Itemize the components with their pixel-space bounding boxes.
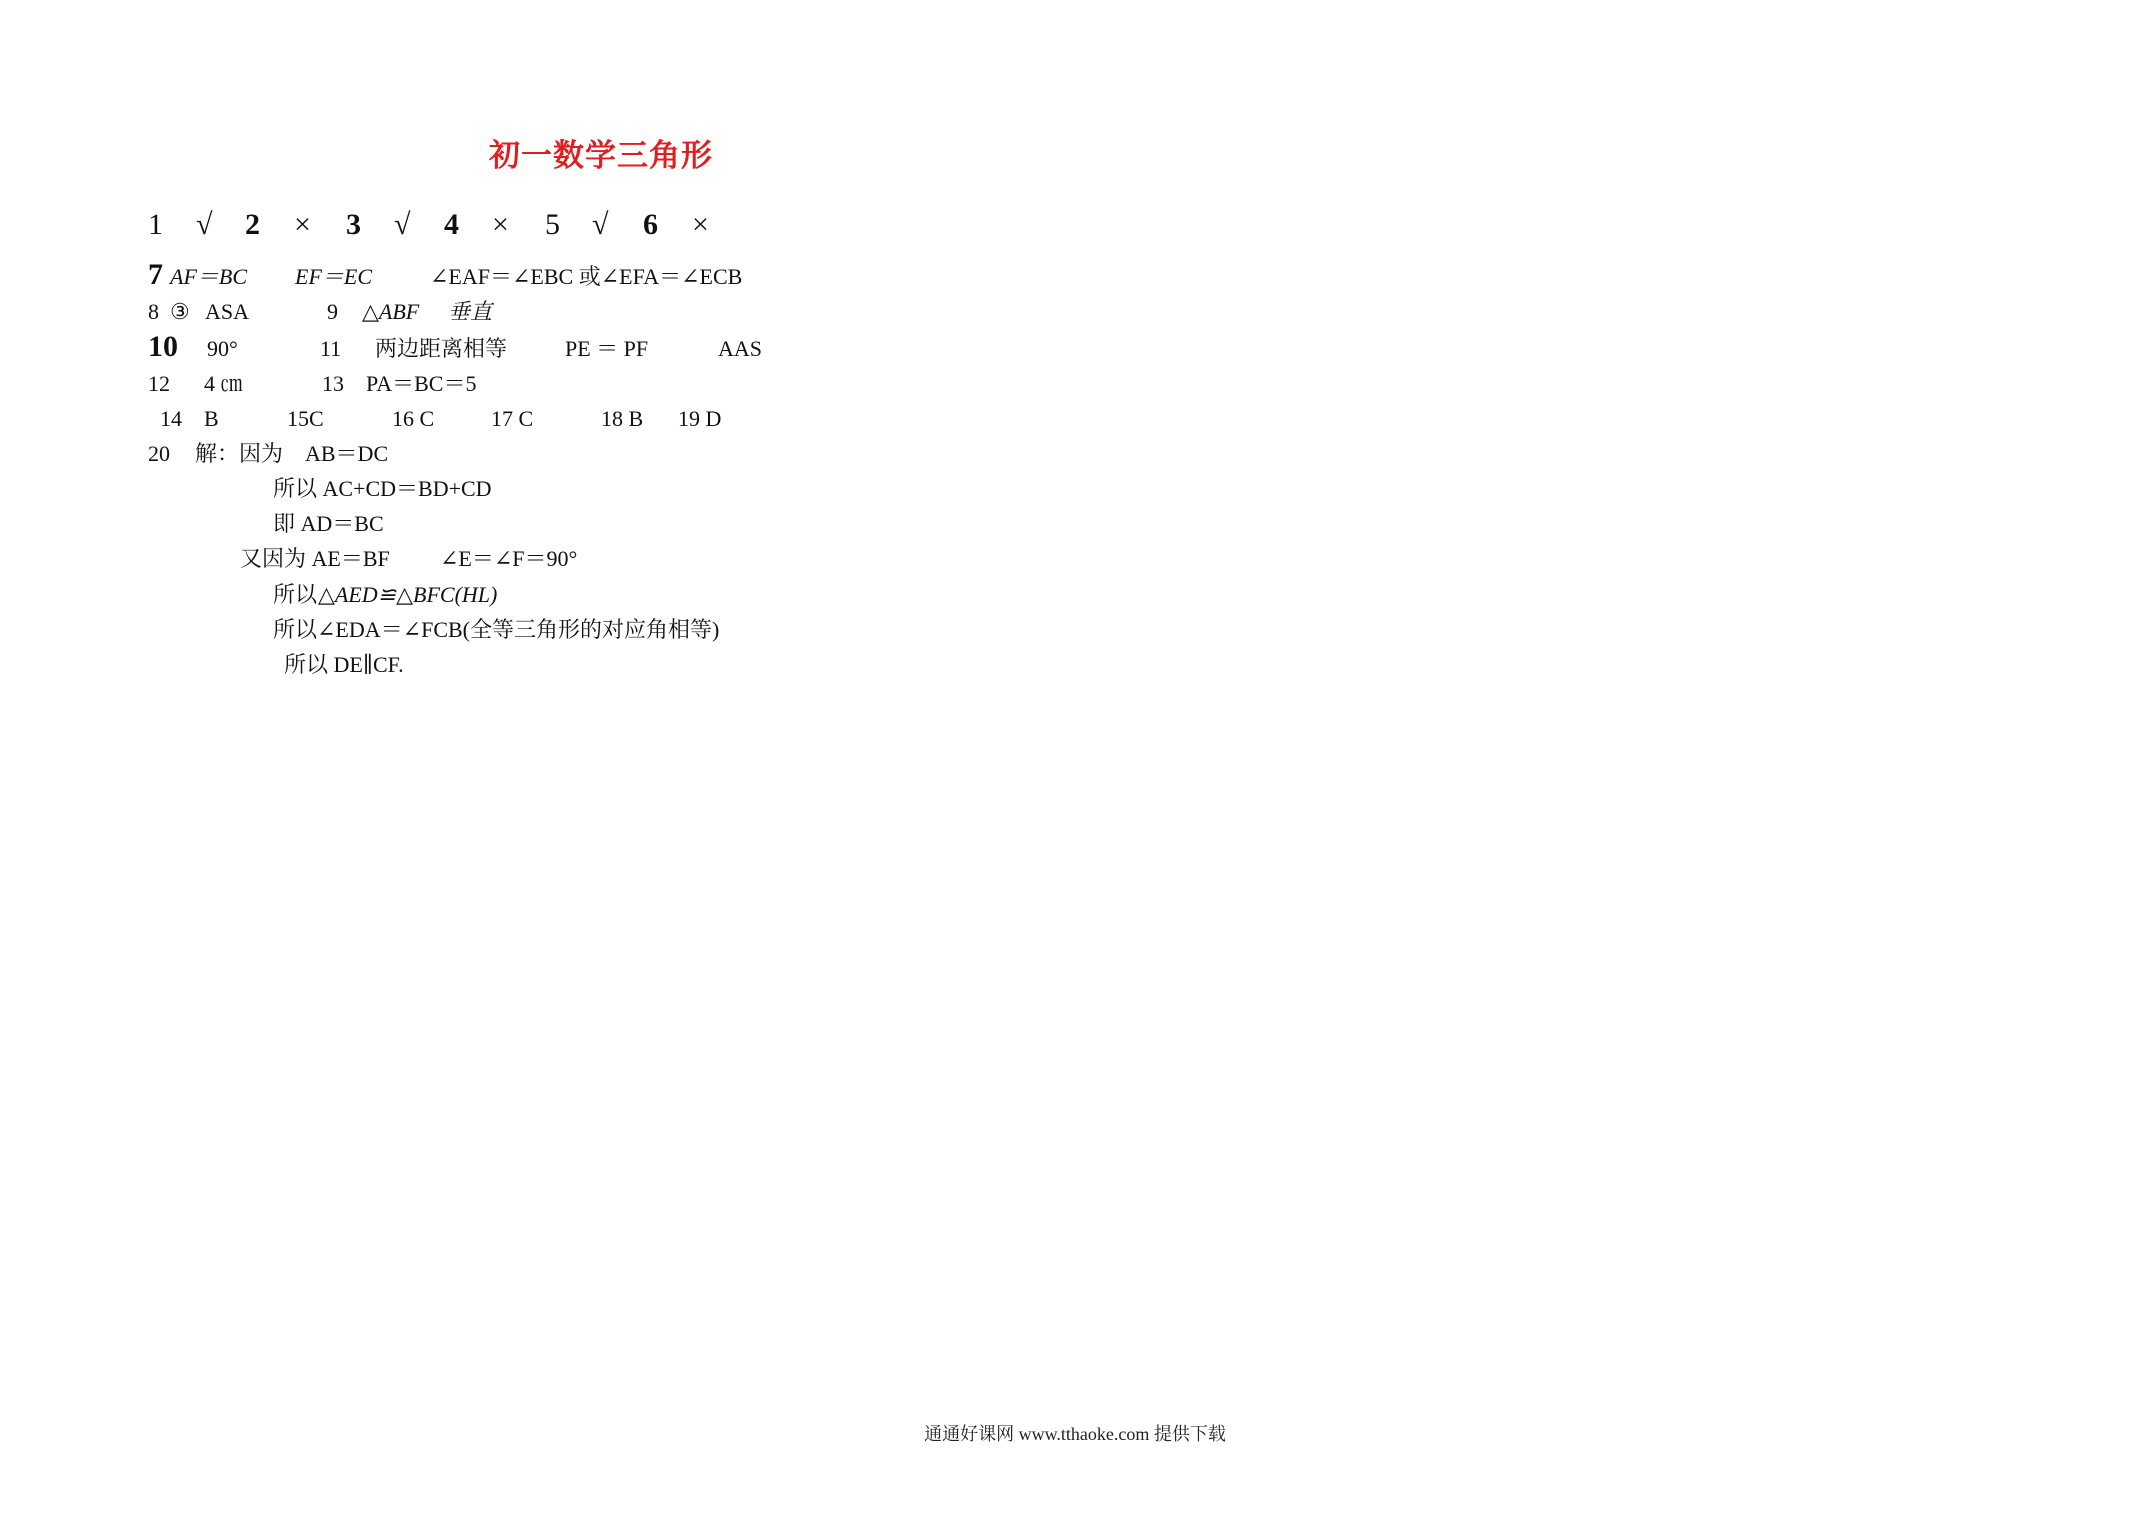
answer-2-mark: × xyxy=(294,208,311,241)
answer-5-num: 5 xyxy=(545,208,560,241)
answer-4-mark: × xyxy=(492,208,509,241)
q20-number: 20 xyxy=(148,441,170,466)
q9-answer-b: 垂直 xyxy=(448,299,493,324)
proof-text-6: 所以∠EDA＝∠FCB(全等三角形的对应角相等) xyxy=(273,617,720,642)
proof-text-5b: △AED≌△BFC(HL) xyxy=(318,582,498,607)
page-title: 初一数学三角形 xyxy=(489,138,713,173)
q17-answer: 17 C xyxy=(491,406,534,431)
q16-answer: 16 C xyxy=(392,406,435,431)
q19-answer: 19 D xyxy=(678,406,722,431)
answer-2-num: 2 xyxy=(245,208,260,241)
proof-text-1: 解：因为 AB＝DC xyxy=(195,441,389,466)
answer-3-mark: √ xyxy=(394,208,411,241)
answer-6-mark: × xyxy=(692,208,709,241)
footer-source: 通通好课网 www.tthaoke.com 提供下载 xyxy=(924,1424,1226,1444)
q10-answer: 90° xyxy=(207,336,238,361)
q8-answer-b: ASA xyxy=(205,299,250,324)
q8-answer-a: ③ xyxy=(170,299,190,324)
q14-number: 14 xyxy=(160,406,182,431)
proof-text-5a: 所以 xyxy=(273,582,318,607)
q11-answer-b: PE ＝ PF xyxy=(565,336,649,361)
q14-answer: B xyxy=(204,406,219,431)
q10-number: 10 xyxy=(148,330,178,363)
q9-answer-a: △ABF xyxy=(362,299,420,324)
q7-number: 7 xyxy=(148,258,163,291)
answer-3-num: 3 xyxy=(346,208,361,241)
q9-number: 9 xyxy=(327,299,338,324)
q18-answer: 18 B xyxy=(601,406,644,431)
q12-number: 12 xyxy=(148,371,170,396)
q12-answer: 4 ㎝ xyxy=(204,371,243,396)
q11-answer-c: AAS xyxy=(718,336,763,361)
answer-1-mark: √ xyxy=(196,208,213,241)
answer-1-num: 1 xyxy=(148,208,163,241)
q7-answer-c: ∠EAF＝∠EBC 或∠EFA＝∠ECB xyxy=(430,264,743,289)
q7-answer-a: AF＝BC xyxy=(170,264,247,289)
proof-text-7: 所以 DE∥CF. xyxy=(284,652,404,677)
q11-number: 11 xyxy=(320,336,342,361)
answer-4-num: 4 xyxy=(444,208,459,241)
q13-answer: PA＝BC＝5 xyxy=(366,371,477,396)
proof-text-2: 所以 AC+CD＝BD+CD xyxy=(273,476,492,501)
proof-text-3: 即 AD＝BC xyxy=(273,511,384,536)
q13-number: 13 xyxy=(322,371,344,396)
answer-6-num: 6 xyxy=(643,208,658,241)
proof-text-4b: ∠E＝∠F＝90° xyxy=(440,546,578,571)
q8-number: 8 xyxy=(148,299,159,324)
q7-answer-b: EF＝EC xyxy=(295,264,372,289)
proof-text-4a: 又因为 AE＝BF xyxy=(240,546,390,571)
answer-5-mark: √ xyxy=(592,208,609,241)
q11-answer-a: 两边距离相等 xyxy=(375,336,508,361)
q15-answer: 15C xyxy=(287,406,324,431)
